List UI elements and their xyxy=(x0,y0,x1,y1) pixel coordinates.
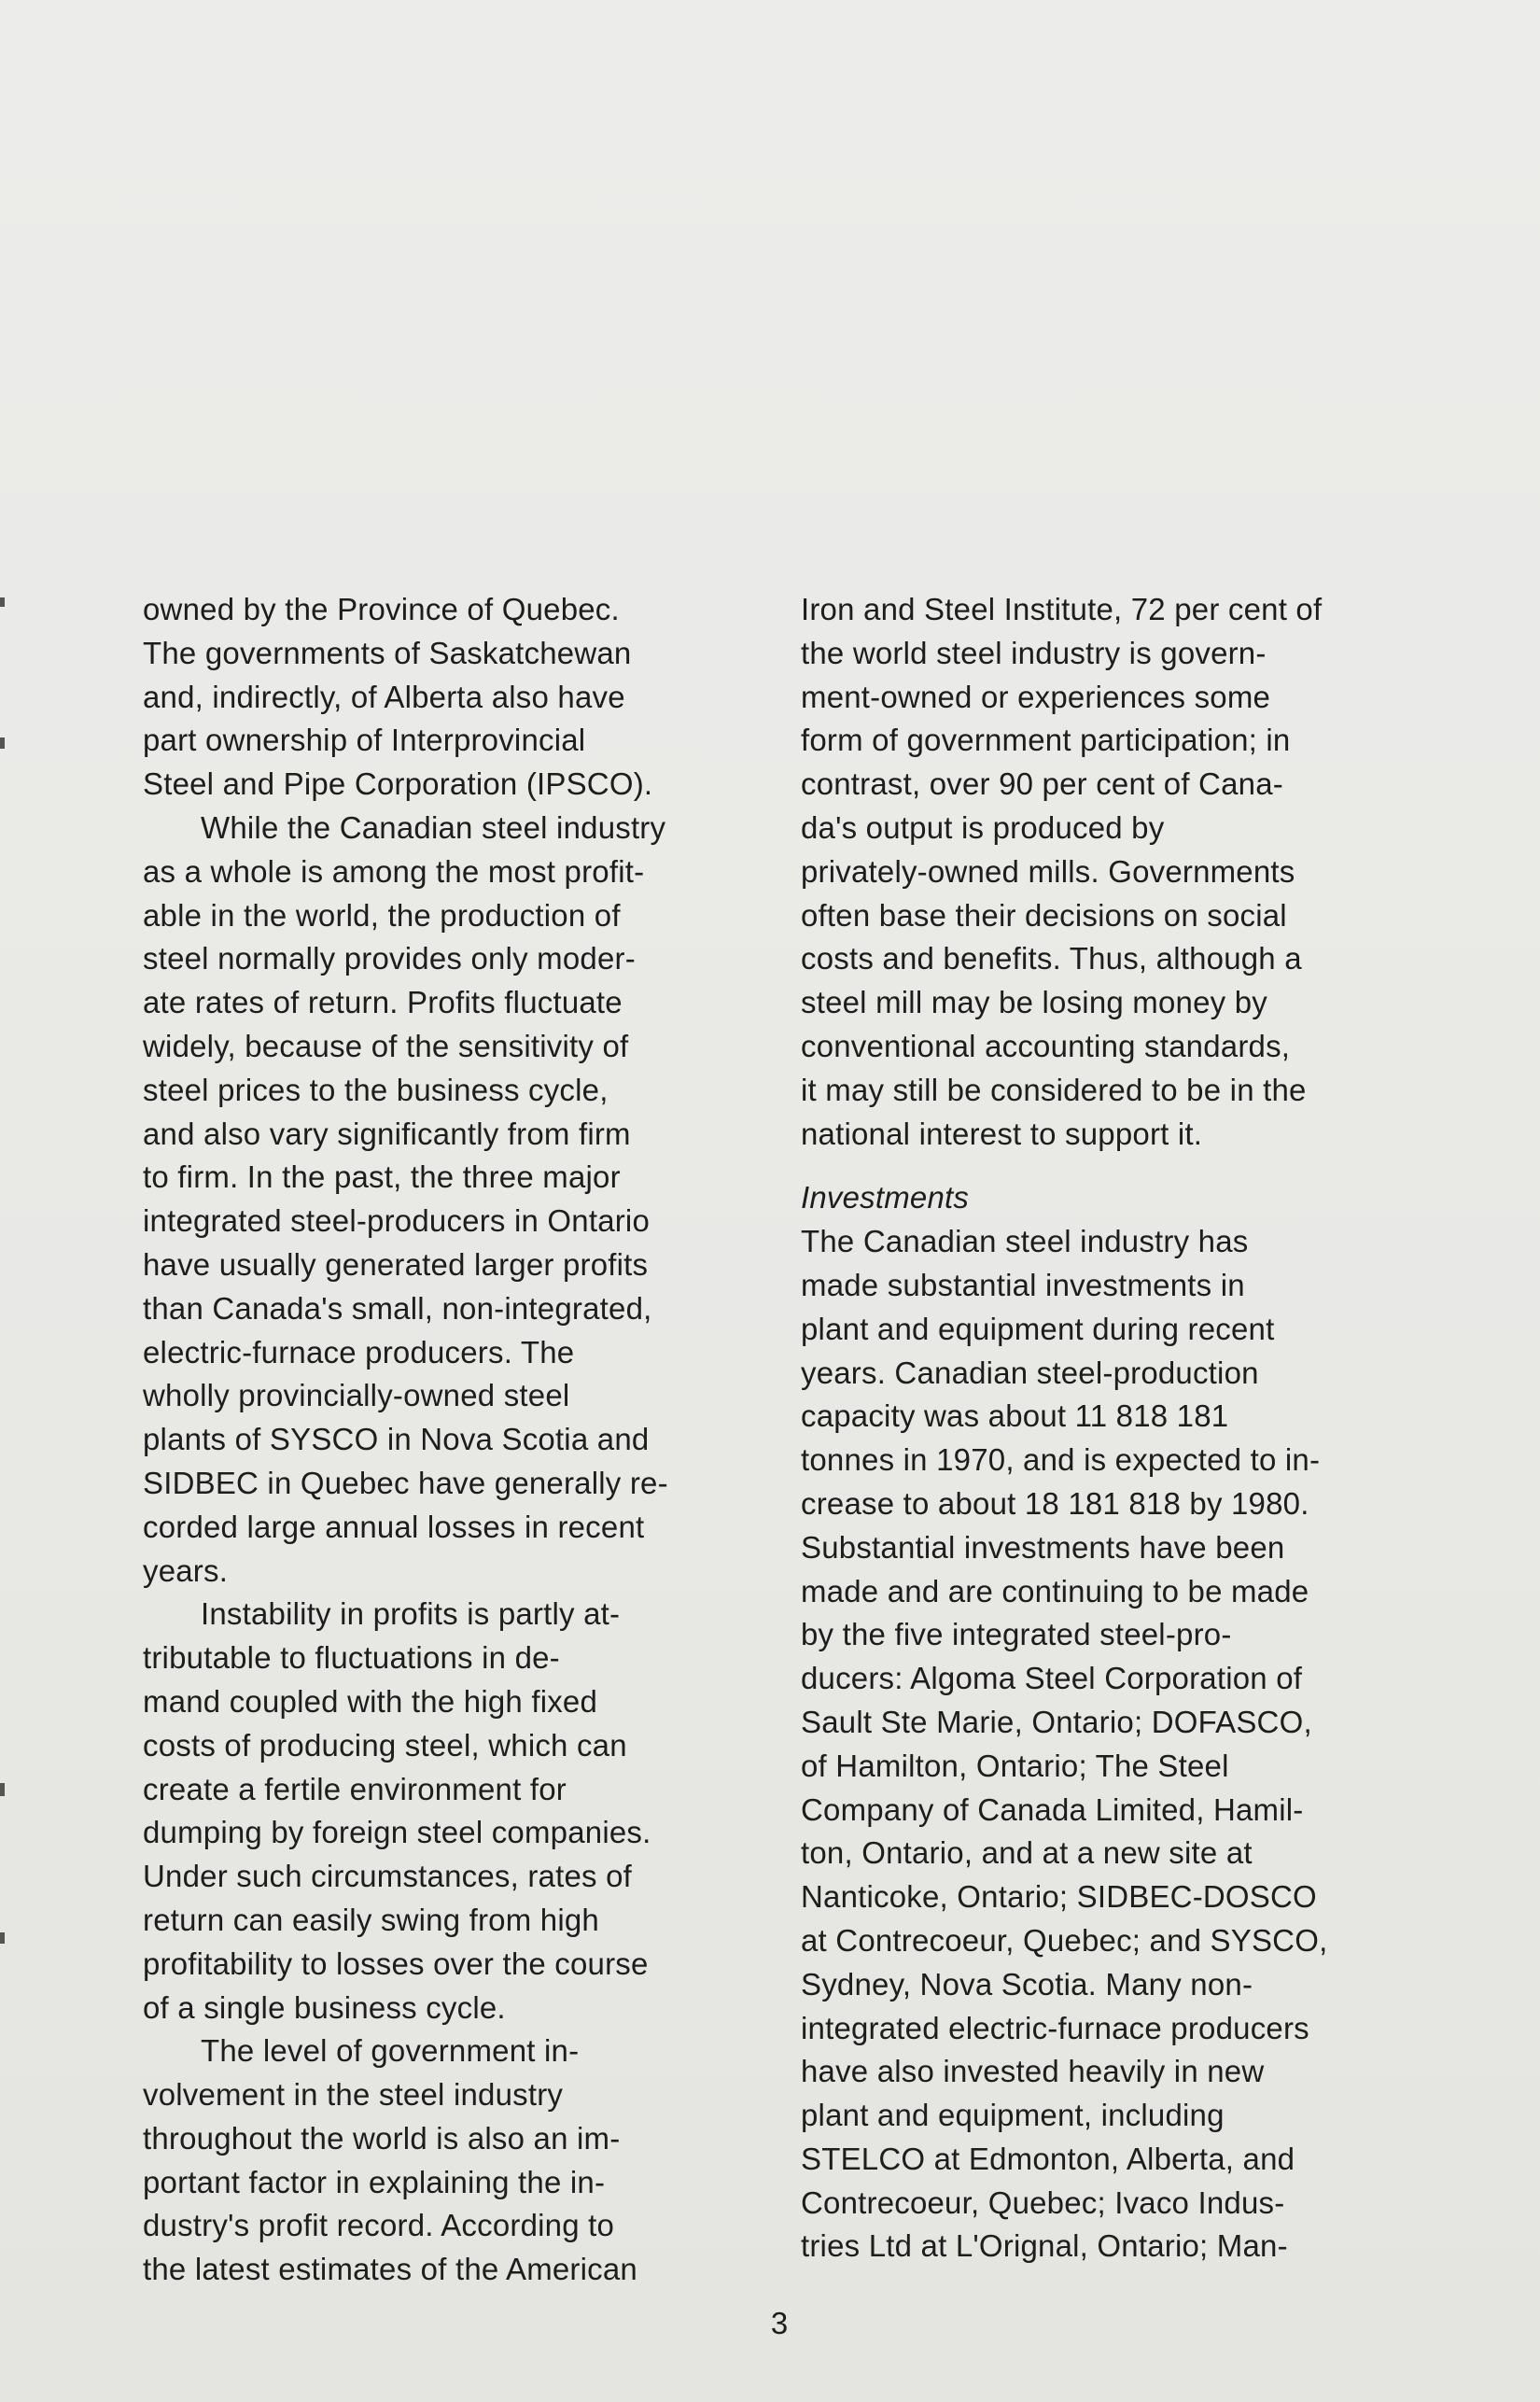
body-paragraph: Instability in profits is partly at- tributable to fluctuations in de- mand coupled with the high fixed costs of producing steel, which can create a fertile environment for dumping by foreign steel companies. Under such circumstances, rates of return can easily swing from high profitability to losses over the course of a single business cycle. xyxy=(143,1596,651,2025)
page-edge-mark xyxy=(0,1932,5,1944)
page-edge-mark xyxy=(0,737,5,749)
right-text-column xyxy=(801,588,1454,2269)
body-paragraph: owned by the Province of Quebec. The governments of Saskatchewan and, indirectly, of Alberta also have part ownership of Interprovincial Steel and Pipe Corporation (IPSCO). xyxy=(143,592,653,802)
body-paragraph: While the Canadian steel industry as a whole is among the most profit- able in the world, the production of steel normally provides only moder- ate rates of return. Profits fluctuate widely, because of the sensitivity of steel prices to the business cycle, and also vary significantly from firm to firm. In the past, the three major integrated steel-producers in Ontario have usually generated larger profits than Canada's small, non-integrated, electric-furnace producers. The wholly provincially-owned steel plants of SYSCO in Nova Scotia and SIDBEC in Quebec have generally re- corded large annual losses in recent years. xyxy=(143,809,668,1588)
section-spacer xyxy=(801,1156,1454,1176)
body-paragraph: The Canadian steel industry has made substantial investments in plant and equipment during recent years. Canadian steel-production capacity was about 11 818 181 tonnes in 1970, and is expected to in- crease to about 18 181 818 by 1980. Substantial investments have been made and are continuing to be made by the five integrated steel-pro- ducers: Algoma Steel Corporation of Sault Ste Marie, Ontario; DOFASCO, of Hamilton, Ontario; The Steel Company of Canada Limited, Hamil- ton, Ontario, and at a new site at Nanticoke, Ontario; SIDBEC-DOSCO at Contrecoeur, Quebec; and SYSCO, Sydney, Nova Scotia. Many non- integrated electric-furnace producers have also invested heavily in new plant and equipment, including STELCO at Edmonton, Alberta, and Contrecoeur, Quebec; Ivaco Indus- tries Ltd at L'Orignal, Ontario; Man- xyxy=(801,1224,1328,2264)
section-subheading: Investments xyxy=(801,1180,970,1215)
body-paragraph: The level of government in- volvement in the steel industry throughout the world is also an im- portant factor in explaining the in- dustry's profit record. According to the latest estimates of the American xyxy=(143,2033,637,2287)
page-edge-mark xyxy=(0,1783,5,1796)
left-text-column xyxy=(143,588,796,2292)
page-number: 3 xyxy=(770,2306,789,2340)
page-edge-mark xyxy=(0,597,5,607)
body-paragraph: Iron and Steel Institute, 72 per cent of the world steel industry is govern- ment-owned or experiences some form of government participation; in contrast, over 90 per cent of Cana- da's output is produced by privately-owned mills. Governments often base their decisions on social costs and benefits. Thus, although a steel mill may be losing money by conventional accounting standards, it may still be considered to be in the national interest to support it. xyxy=(801,592,1323,1151)
